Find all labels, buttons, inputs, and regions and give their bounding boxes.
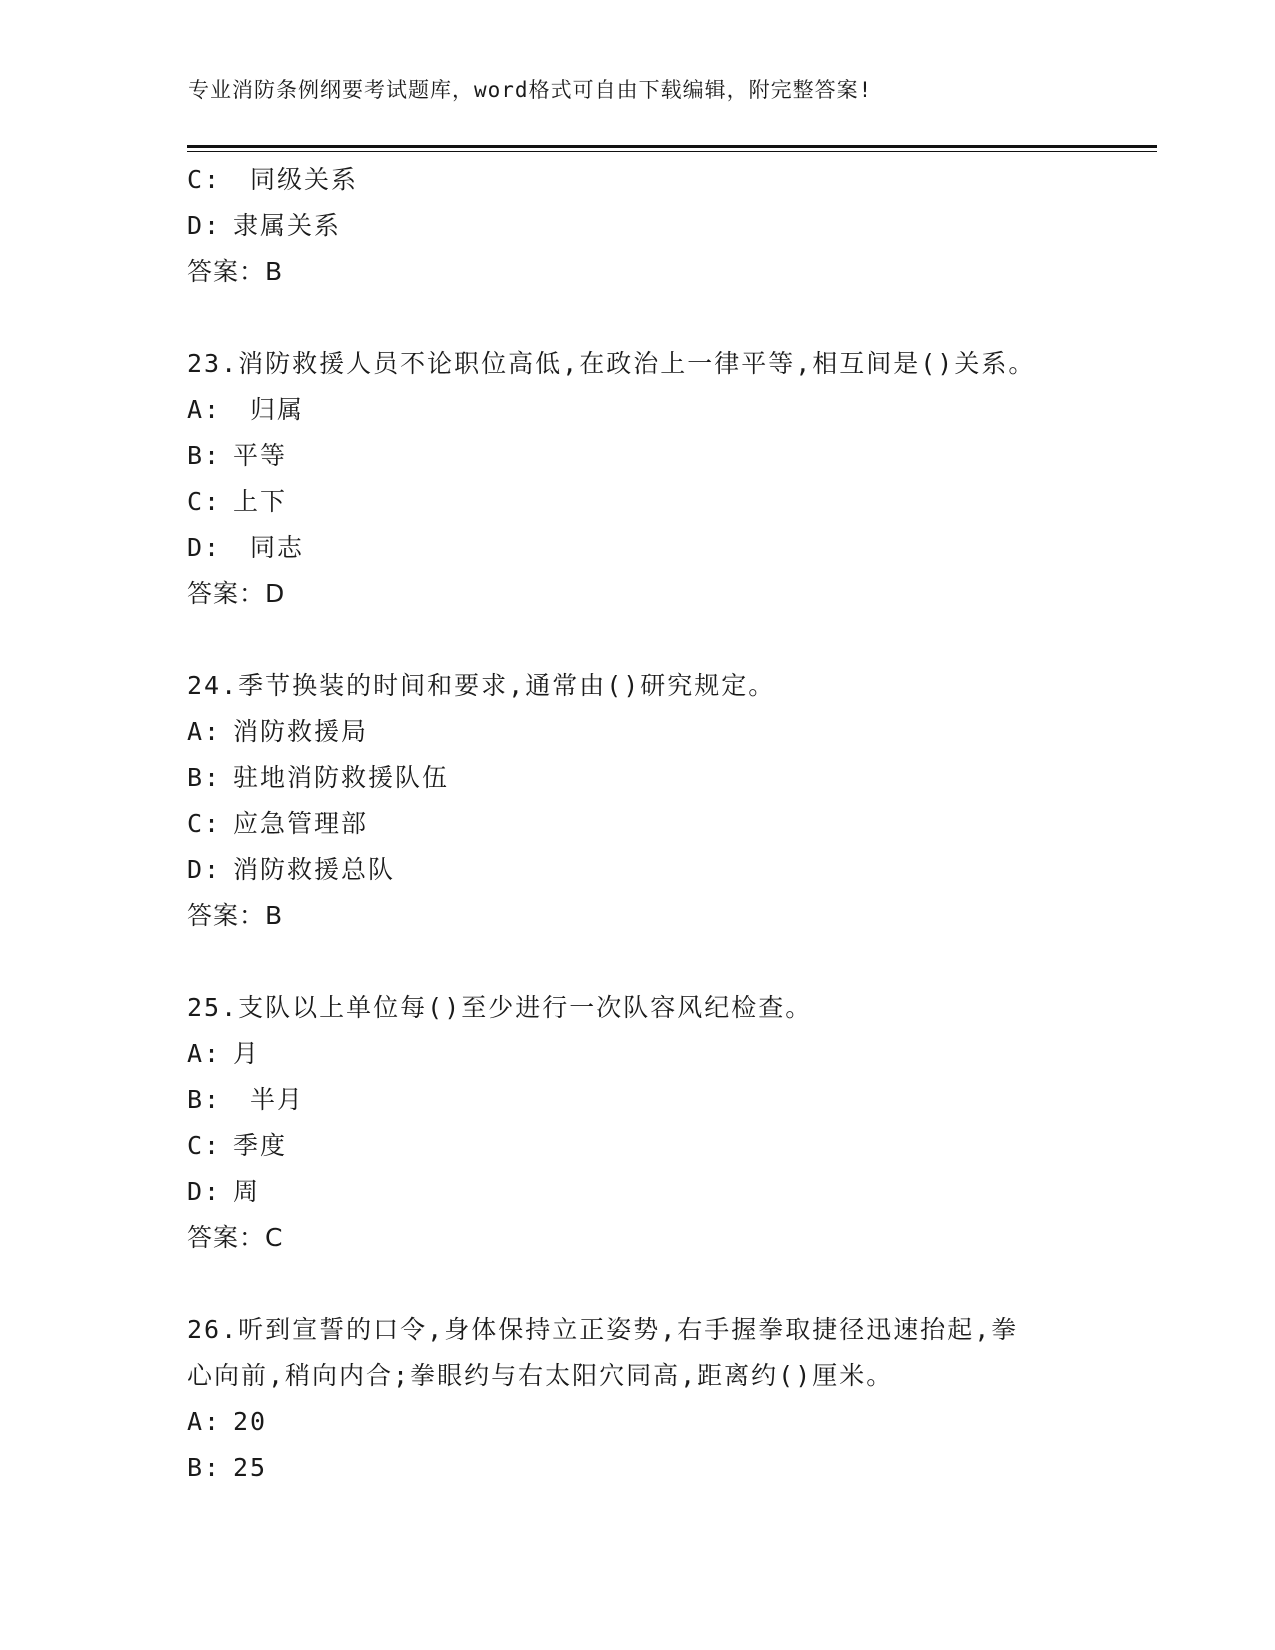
option-letter: A:	[187, 1039, 222, 1068]
option-text: 平等	[233, 441, 288, 470]
answer-line: 答案：C	[187, 1223, 284, 1252]
option-text: 上下	[233, 487, 288, 516]
header-rule-thin	[187, 151, 1157, 152]
option-text: 月	[233, 1039, 261, 1068]
option-letter: C:	[187, 809, 222, 838]
question-stem: 23.消防救援人员不论职位高低,在政治上一律平等,相互间是()关系。	[187, 349, 1036, 378]
option-text: 消防救援局	[233, 717, 369, 746]
option-letter: C:	[187, 1131, 222, 1160]
option-letter: C:	[187, 487, 222, 516]
document-header: 专业消防条例纲要考试题库，word格式可自由下载编辑，附完整答案!	[188, 78, 873, 102]
option-b	[187, 1445, 1087, 1491]
option-a	[187, 1031, 1087, 1077]
option-b	[187, 1077, 1087, 1123]
option-d	[187, 1169, 1087, 1215]
spacer	[187, 617, 1087, 663]
option-letter: B:	[187, 1085, 222, 1114]
answer-line: 答案：D	[187, 579, 286, 608]
option-letter: D:	[187, 1177, 222, 1206]
option-text: 消防救援总队	[233, 855, 396, 884]
option-b	[187, 755, 1087, 801]
option-text: 归属	[233, 395, 305, 424]
option-c	[187, 157, 1087, 203]
option-c	[187, 1123, 1087, 1169]
option-text: 半月	[233, 1085, 305, 1114]
option-b	[187, 433, 1087, 479]
option-a	[187, 387, 1087, 433]
option-text: 20	[233, 1407, 268, 1436]
answer-line: 答案：B	[187, 257, 284, 286]
answer-line: 答案：B	[187, 901, 284, 930]
option-text: 25	[233, 1453, 268, 1482]
spacer	[187, 939, 1087, 985]
option-letter: A:	[187, 717, 222, 746]
option-text: 隶属关系	[233, 211, 342, 240]
question-stem: 24.季节换装的时间和要求,通常由()研究规定。	[187, 671, 776, 700]
option-text: 季度	[233, 1131, 288, 1160]
option-letter: B:	[187, 1453, 222, 1482]
option-letter: B:	[187, 763, 222, 792]
header-rule-thick	[187, 145, 1157, 148]
question-stem-line-1: 26.听到宣誓的口令,身体保持立正姿势,右手握拳取捷径迅速抬起,拳	[187, 1315, 1019, 1344]
option-d	[187, 203, 1087, 249]
spacer	[187, 1261, 1087, 1307]
spacer	[187, 295, 1087, 341]
option-text: 应急管理部	[233, 809, 369, 838]
option-c	[187, 479, 1087, 525]
question-stem: 25.支队以上单位每()至少进行一次队容风纪检查。	[187, 993, 813, 1022]
option-letter: B:	[187, 441, 222, 470]
option-c	[187, 801, 1087, 847]
option-text: 同级关系	[233, 165, 359, 194]
option-text: 周	[233, 1177, 261, 1206]
option-text: 驻地消防救援队伍	[233, 763, 450, 792]
option-text: 同志	[233, 533, 305, 562]
question-stem-line-2: 心向前,稍向内合;拳眼约与右太阳穴同高,距离约()厘米。	[187, 1361, 894, 1390]
option-letter: D:	[187, 211, 222, 240]
option-a	[187, 1399, 1087, 1445]
option-d	[187, 525, 1087, 571]
option-letter: C:	[187, 165, 222, 194]
option-letter: A:	[187, 1407, 222, 1436]
option-d	[187, 847, 1087, 893]
question-list	[187, 157, 1087, 1491]
option-letter: D:	[187, 855, 222, 884]
option-letter: D:	[187, 533, 222, 562]
option-letter: A:	[187, 395, 222, 424]
option-a	[187, 709, 1087, 755]
